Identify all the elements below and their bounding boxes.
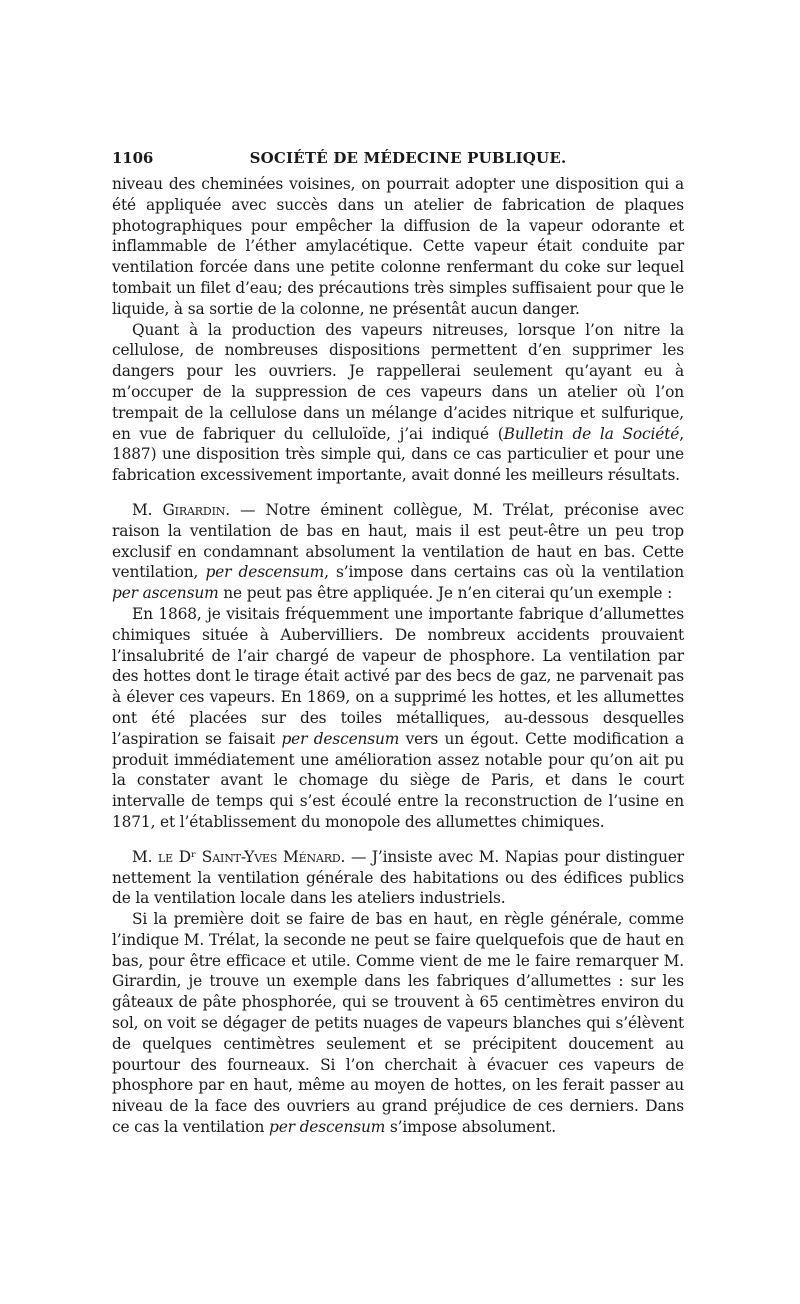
italic-text: per descensum bbox=[205, 563, 325, 582]
document-page bbox=[112, 148, 684, 1138]
page-header bbox=[112, 148, 684, 170]
paragraph-6 bbox=[112, 909, 684, 1138]
paragraph-5 bbox=[112, 847, 684, 909]
paragraph-text: , 1887) une disposition très simple qui, dans ce cas particulier et pour une fabrication excessivement importante, avait donné les meilleurs résultats. bbox=[112, 424, 684, 485]
paragraph-text: Si la première doit se faire de bas en haut, en règle générale, comme l’indique M. Trélat, la seconde ne peut se faire quelquefois que de haut en bas, pour être efficace et utile. Comme vient de me le faire remarquer M. Girardin, je trouve un exemple dans les fabriques d’allumettes : sur les gâteaux de pâte phosphorée, qui se trouvent à 65 centimètres environ du sol, on voit se dégager de petits nuages de vapeurs blanches qui s’élèvent de quelques centimètres seulement et se précipitent doucement au pourtour des fourneaux. Si l’on cherchait à évacuer ces vapeurs de phosphore par en haut, même au moyen de hottes, on les ferait passer au niveau de la face des ouvriers au grand préjudice de ces derniers. Dans ce cas la ventilation bbox=[112, 910, 684, 1137]
paragraph-text: vers un égout. Cette modification a produit immédiatement une amélioration assez notable pour qu’on ait pu la constater avant le chomage du siège de Paris, et dans le court intervalle de temps qui s’est écoulé entre la reconstruction de l’usine en 1871, et l’établissement du monopole des allumettes chimiques. bbox=[112, 729, 684, 831]
speaker-name: M. Girardin. bbox=[132, 500, 230, 519]
paragraph-text: niveau des cheminées voisines, on pourrait adopter une disposition qui a été appliquée avec succès dans un atelier de fabrication de plaques photographiques pour empêcher la diffusion de la vapeur odorante et inflammable de l’éther amylacétique. Cette vapeur était conduite par ventilation forcée dans une petite colonne renfermant du coke sur lequel tombait un filet d’eau; des précautions très simples suffisaient pour que le liquide, à sa sortie de la colonne, ne présentât aucun danger. bbox=[112, 175, 684, 318]
italic-text: per ascensum bbox=[112, 584, 219, 603]
paragraph-3 bbox=[112, 500, 684, 604]
paragraph-text: En 1868, je visitais fréquemment une importante fabrique d’allumettes chimiques située à Aubervilliers. De nombreux accidents prouvaient l’insalubrité de l’air chargé de vapeur de phosphore. La ventilation par des hottes dont le tirage était activé par des becs de gaz, ne parvenait pas à élever ces vapeurs. En 1869, on a supprimé les hottes, et les allumettes ont été placées sur des toiles métalliques, au-dessous desquelles l’aspiration se faisait bbox=[112, 604, 684, 748]
paragraph-text: , s’impose dans certains cas où la ventilation bbox=[324, 563, 684, 582]
paragraph-text: — J’insiste avec M. Napias pour distinguer nettement la ventilation générale des habitations ou des édifices publics de la ventilation locale dans les ateliers industriels. bbox=[112, 847, 684, 908]
paragraph-text: s’impose absolument. bbox=[385, 1118, 556, 1137]
italic-text: Bulletin de la Société bbox=[503, 424, 680, 443]
speaker-name: M. le Dʳ Saint-Yves Ménard. bbox=[132, 847, 346, 866]
running-head: SOCIÉTÉ DE MÉDECINE PUBLIQUE. bbox=[249, 149, 567, 167]
italic-text: per descensum bbox=[269, 1118, 386, 1137]
paragraph-text: Quant à la production des vapeurs nitreuses, lorsque l’on nitre la cellulose, de nombreuses dispositions permettent d’en supprimer les dangers pour les ouvriers. Je rappellerai seulement qu’ayant eu à m’occuper de la suppression de ces vapeurs dans un atelier où l’on trempait de la cellulose dans un mélange d’acides nitrique et sulfurique, en vue de fabriquer du celluloïde, j’ai indiqué ( bbox=[112, 320, 684, 443]
paragraph-2 bbox=[112, 320, 684, 486]
page-number: 1106 bbox=[112, 149, 154, 167]
paragraph-4 bbox=[112, 604, 684, 833]
italic-text: per descensum bbox=[281, 729, 400, 748]
paragraph-text: ne peut pas être appliquée. Je n’en citerai qu’un exemple : bbox=[218, 584, 673, 603]
paragraph-text: — Notre éminent collègue, M. Trélat, préconise avec raison la ventilation de bas en haut, mais il est peut-être un peu trop exclusif en condamnant absolument la ventilation de haut en bas. Cette ventilation, bbox=[112, 500, 685, 582]
paragraph-1 bbox=[112, 174, 684, 320]
